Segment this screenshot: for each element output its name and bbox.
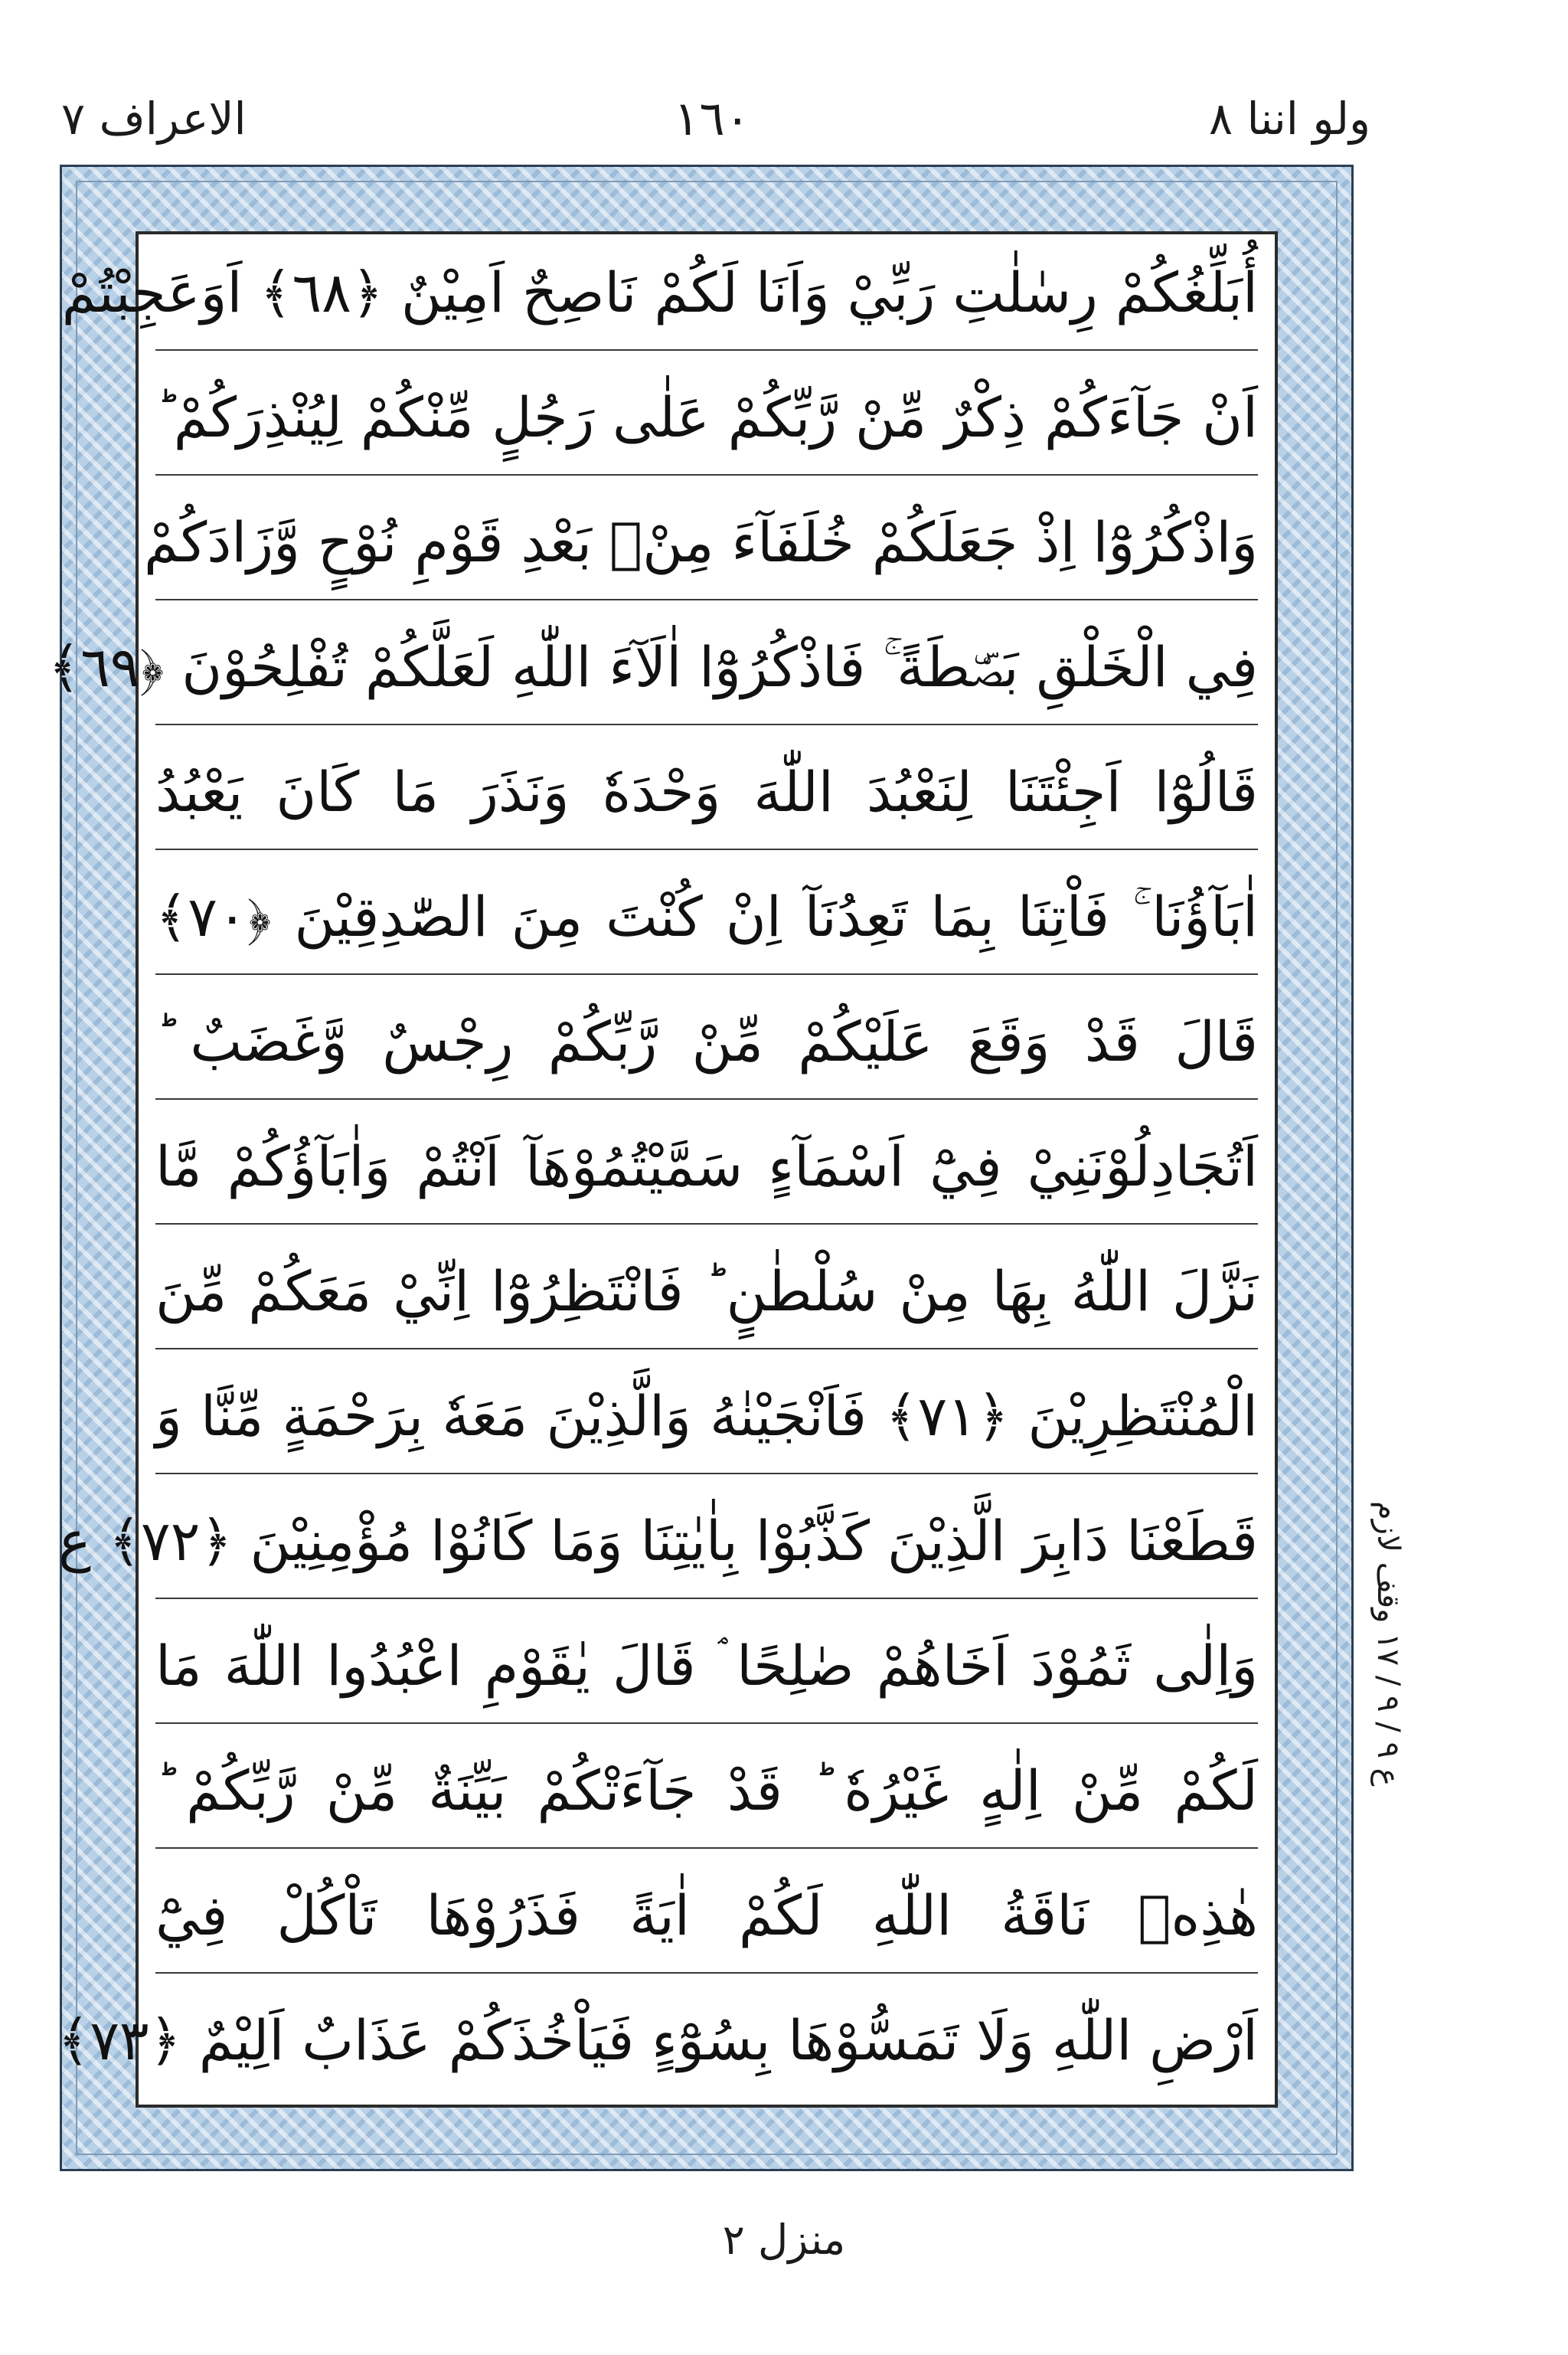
page-number: ١٦٠ xyxy=(674,90,750,146)
verse-line: هٰذِهٖ نَاقَةُ اللّٰهِ لَكُمْ اٰيَةً فَذَرُوْهَا تَاْكُلْ فِيْٓ xyxy=(155,1857,1258,1974)
text-panel xyxy=(47,231,1278,2108)
verse-line: قَالَ قَدْ وَقَعَ عَلَيْكُمْ مِّنْ رَّبِّكُمْ رِجْسٌ وَّغَضَبٌ ؕ xyxy=(155,983,1258,1100)
verse-line: وَاذْكُرُوْٓا اِذْ جَعَلَكُمْ خُلَفَآءَ مِنْۢ بَعْدِ قَوْمِ نُوْحٍ وَّزَادَكُمْ xyxy=(155,484,1258,600)
juz-name: ولو اننا ٨ xyxy=(1208,93,1370,145)
verse-line: اَرْضِ اللّٰهِ وَلَا تَمَسُّوْهَا بِسُوْٓءٍ فَيَاْخُذَكُمْ عَذَابٌ اَلِيْمٌ ﴿٧٣﴾ xyxy=(57,2008,1258,2072)
page-header xyxy=(54,77,1370,161)
margin-ruku-note: ع ٩ / ٩ / ١٧ وقف لازم xyxy=(1370,1501,1406,1787)
surah-name: الاعراف ٧ xyxy=(61,93,247,145)
verse-line: فِي الْخَلْقِ بَصْۜطَةً ۚ فَاذْكُرُوْٓا اٰلَآءَ اللّٰهِ لَعَلَّكُمْ تُفْلِحُوْنَ ﴿٦٩﴾ xyxy=(155,609,1258,725)
verse-line: وَاِلٰى ثَمُوْدَ اَخَاهُمْ صٰلِحًا ۘ قَالَ يٰقَوْمِ اعْبُدُوا اللّٰهَ مَا xyxy=(155,1608,1258,1724)
verse-line: الْمُنْتَظِرِيْنَ ﴿٧١﴾ فَاَنْجَيْنٰهُ وَالَّذِيْنَ مَعَهٗ بِرَحْمَةٍ مِّنَّا وَ xyxy=(155,1358,1258,1474)
verse-line: قَالُوْٓا اَجِئْتَنَا لِنَعْبُدَ اللّٰهَ وَحْدَهٗ وَنَذَرَ مَا كَانَ يَعْبُدُ xyxy=(155,734,1258,850)
verse-line: لَكُمْ مِّنْ اِلٰهٍ غَيْرُهٗ ؕ قَدْ جَآءَتْكُمْ بَيِّنَةٌ مِّنْ رَّبِّكُمْ ؕ xyxy=(155,1732,1258,1849)
verse-line: اَنْ جَآءَكُمْ ذِكْرٌ مِّنْ رَّبِّكُمْ عَلٰى رَجُلٍ مِّنْكُمْ لِيُنْذِرَكُمْ ؕ xyxy=(155,359,1258,476)
verse-line: أُبَلِّغُكُمْ رِسٰلٰتِ رَبِّيْ وَاَنَا لَكُمْ نَاصِحٌ اَمِيْنٌ ﴿٦٨﴾ اَوَعَجِبْتُمْ xyxy=(155,234,1258,351)
verse-line: اَتُجَادِلُوْنَنِيْ فِيْٓ اَسْمَآءٍ سَمَّيْتُمُوْهَآ اَنْتُمْ وَاٰبَآؤُكُمْ مَّا xyxy=(155,1108,1258,1225)
verse-line: نَزَّلَ اللّٰهُ بِهَا مِنْ سُلْطٰنٍ ؕ فَانْتَظِرُوْٓا اِنِّيْ مَعَكُمْ مِّنَ xyxy=(155,1233,1258,1349)
verse-line: اٰبَآؤُنَا ۚ فَاْتِنَا بِمَا تَعِدُنَآ اِنْ كُنْتَ مِنَ الصّٰدِقِيْنَ ﴿٧٠﴾ xyxy=(155,859,1258,975)
verse-line: قَطَعْنَا دَابِرَ الَّذِيْنَ كَذَّبُوْا بِاٰيٰتِنَا وَمَا كَانُوْا مُؤْمِنِيْنَ ﴿٧٢﴾ ع xyxy=(155,1483,1258,1599)
manzil-label: منزل ٢ xyxy=(722,2216,846,2264)
decorative-border xyxy=(47,165,1354,2171)
